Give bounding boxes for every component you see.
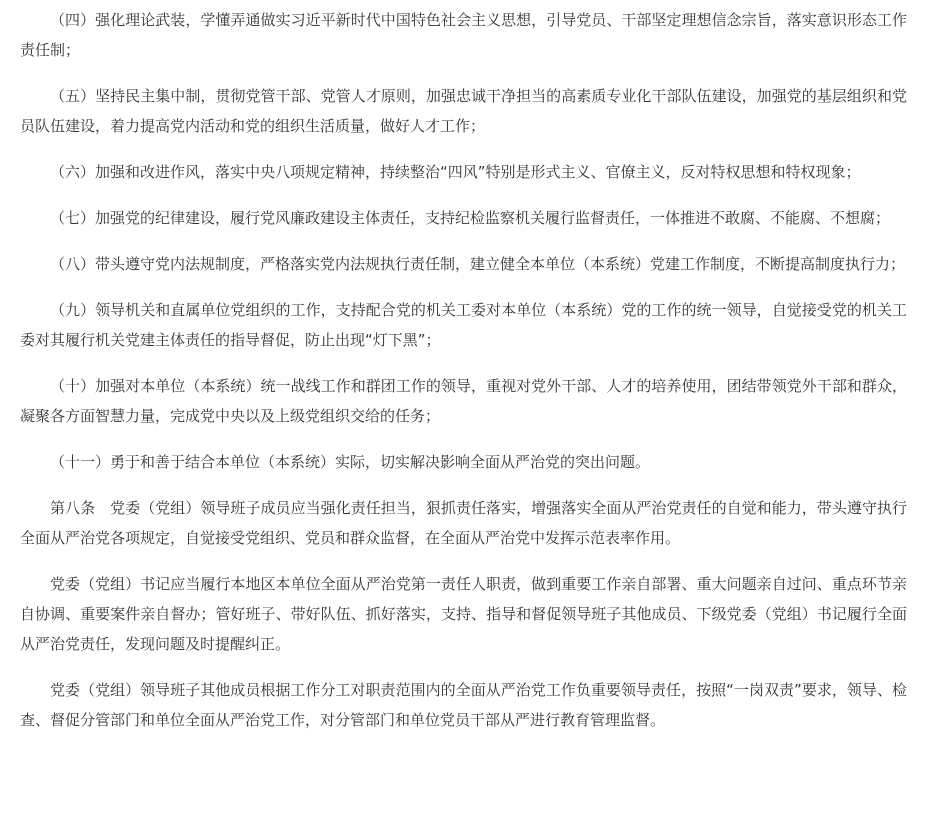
paragraph-item-8: （八）带头遵守党内法规制度，严格落实党内法规执行责任制，建立健全本单位（本系统）党建工作制度，不断提高制度执行力； — [50, 255, 906, 273]
paragraph-item-5: （五）坚持民主集中制，贯彻党管干部、党管人才原则，加强忠诚干净担当的高素质专业化干部队伍建设，加强党的基层组织和党员队伍建设，着力提高党内活动和党的组织生活质量，做好人才工作； — [20, 87, 907, 135]
paragraph-item-7: （七）加强党的纪律建设，履行党风廉政建设主体责任，支持纪检监察机关履行监督责任，一体推进不敢腐、不能腐、不想腐； — [50, 209, 891, 227]
secretary-duty-paragraph: 党委（党组）书记应当履行本地区本单位全面从严治党第一责任人职责，做到重要工作亲自部署、重大问题亲自过问、重点环节亲自协调、重要案件亲自督办；管好班子、带好队伍、抓好落实，支持、指导和督促领导班子其他成员、下级党委（党组）书记履行全面从严治党责任，发现问题及时提醒纠正。 — [20, 575, 907, 653]
paragraph-item-6: （六）加强和改进作风，落实中央八项规定精神，持续整治“四风”特别是形式主义、官僚主义，反对特权思想和特权现象； — [50, 163, 861, 181]
members-duty-paragraph: 党委（党组）领导班子其他成员根据工作分工对职责范围内的全面从严治党工作负重要领导责任，按照“一岗双责”要求，领导、检查、督促分管部门和单位全面从严治党工作，对分管部门和单位党员干部从严进行教育管理监督。 — [20, 681, 907, 729]
paragraph-item-4: （四）强化理论武装，学懂弄通做实习近平新时代中国特色社会主义思想，引导党员、干部坚定理想信念宗旨，落实意识形态工作责任制； — [20, 11, 907, 59]
paragraph-item-9: （九）领导机关和直属单位党组织的工作，支持配合党的机关工委对本单位（本系统）党的工作的统一领导，自觉接受党的机关工委对其履行机关党建主体责任的指导督促，防止出现“灯下黑”； — [20, 301, 907, 349]
paragraph-item-10: （十）加强对本单位（本系统）统一战线工作和群团工作的领导，重视对党外干部、人才的培养使用，团结带领党外干部和群众，凝聚各方面智慧力量，完成党中央以及上级党组织交给的任务； — [20, 377, 907, 425]
article-8-paragraph: 第八条 党委（党组）领导班子成员应当强化责任担当，狠抓责任落实，增强落实全面从严治党责任的自觉和能力，带头遵守执行全面从严治党各项规定，自觉接受党组织、党员和群众监督，在全面从严治党中发挥示范表率作用。 — [20, 499, 907, 547]
paragraph-item-11: （十一）勇于和善于结合本单位（本系统）实际，切实解决影响全面从严治党的突出问题。 — [50, 453, 651, 471]
